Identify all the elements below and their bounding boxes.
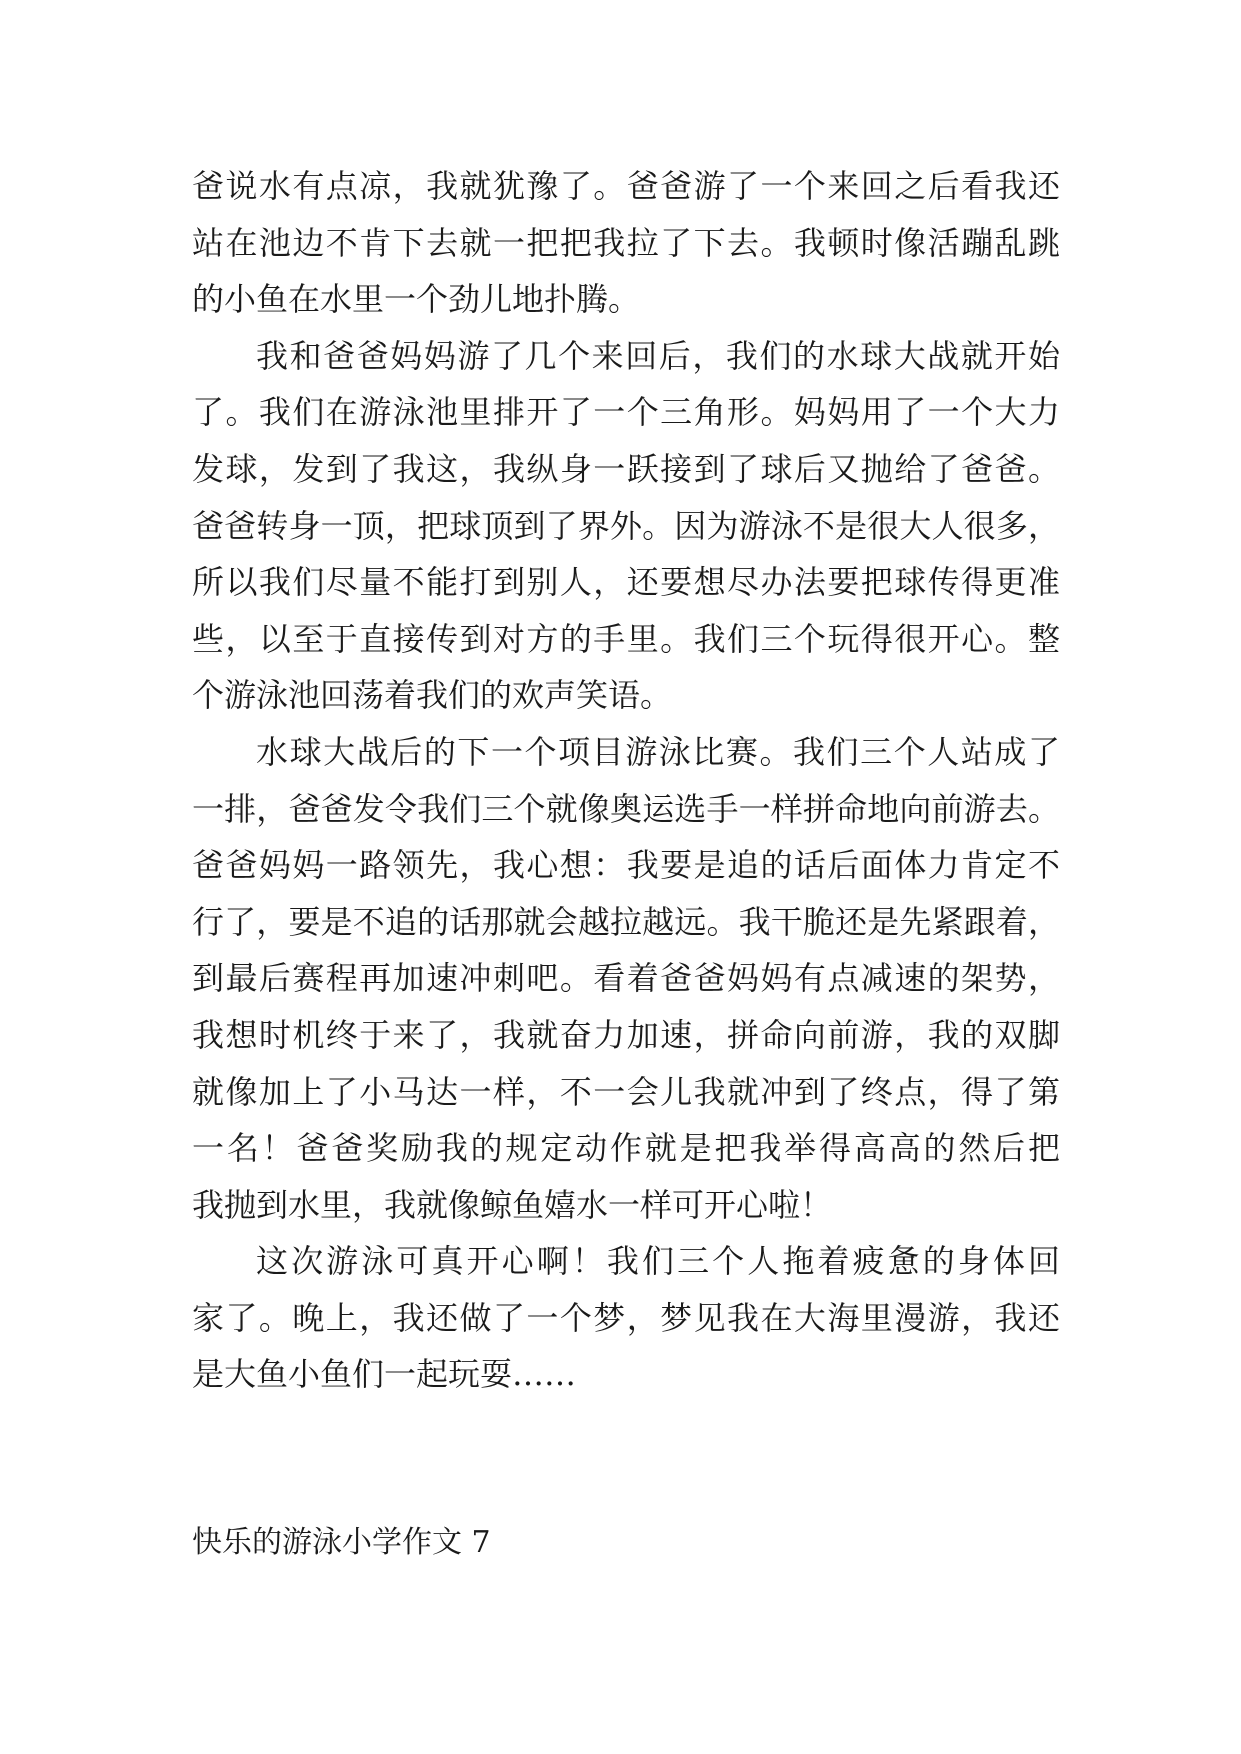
- text-line: 站在池边不肯下去就一把把我拉了下去。我顿时像活蹦乱跳: [192, 223, 1060, 262]
- section-spacer: [192, 1403, 1060, 1515]
- text-line: 就像加上了小马达一样，不一会儿我就冲到了终点，得了第: [192, 1072, 1060, 1111]
- text-line: 行了，要是不追的话那就会越拉越远。我干脆还是先紧跟着，: [192, 902, 1060, 941]
- text-line: 到最后赛程再加速冲刺吧。看着爸爸妈妈有点减速的架势，: [192, 959, 1060, 998]
- text-line: 了。我们在游泳池里排开了一个三角形。妈妈用了一个大力: [192, 393, 1060, 432]
- paragraph: [192, 724, 1060, 1233]
- article-body: [192, 158, 1060, 1572]
- text-line: 发球，发到了我这，我纵身一跃接到了球后又抛给了爸爸。: [192, 449, 1060, 488]
- paragraph: [192, 158, 1060, 328]
- text-line: 爸说水有点凉，我就犹豫了。爸爸游了一个来回之后看我还: [192, 167, 1060, 205]
- text-line: 的小鱼在水里一个劲儿地扑腾。: [192, 280, 641, 319]
- text-line: 爸爸妈妈一路领先，我心想：我要是追的话后面体力肯定不: [192, 846, 1060, 885]
- text-line: 一排，爸爸发令我们三个就像奥运选手一样拼命地向前游去。: [192, 789, 1060, 828]
- text-line: 一名！爸爸奖励我的规定动作就是把我举得高高的然后把: [192, 1129, 1060, 1168]
- text-line: 这次游泳可真开心啊！我们三个人拖着疲惫的身体回: [256, 1242, 1060, 1281]
- text-line: 个游泳池回荡着我们的欢声笑语。: [192, 676, 673, 715]
- text-line: 水球大战后的下一个项目游泳比赛。我们三个人站成了: [256, 732, 1060, 771]
- section-heading: 快乐的游泳小学作文 7: [192, 1525, 491, 1561]
- text-line: 我和爸爸妈妈游了几个来回后，我们的水球大战就开始: [256, 336, 1060, 375]
- paragraph: [192, 1233, 1060, 1403]
- text-line: 我抛到水里，我就像鲸鱼嬉水一样可开心啦！: [192, 1185, 833, 1224]
- text-line: 家了。晚上，我还做了一个梦，梦见我在大海里漫游，我还: [192, 1298, 1060, 1337]
- text-line: 所以我们尽量不能打到别人，还要想尽办法要把球传得更准: [192, 563, 1060, 602]
- text-line: 是大鱼小鱼们一起玩耍……: [192, 1355, 577, 1394]
- text-line: 些，以至于直接传到对方的手里。我们三个玩得很开心。整: [192, 619, 1060, 658]
- text-line: 我想时机终于来了，我就奋力加速，拼命向前游，我的双脚: [192, 1015, 1060, 1054]
- paragraph: [192, 328, 1060, 724]
- text-line: 爸爸转身一顶，把球顶到了界外。因为游泳不是很大人很多，: [192, 506, 1060, 545]
